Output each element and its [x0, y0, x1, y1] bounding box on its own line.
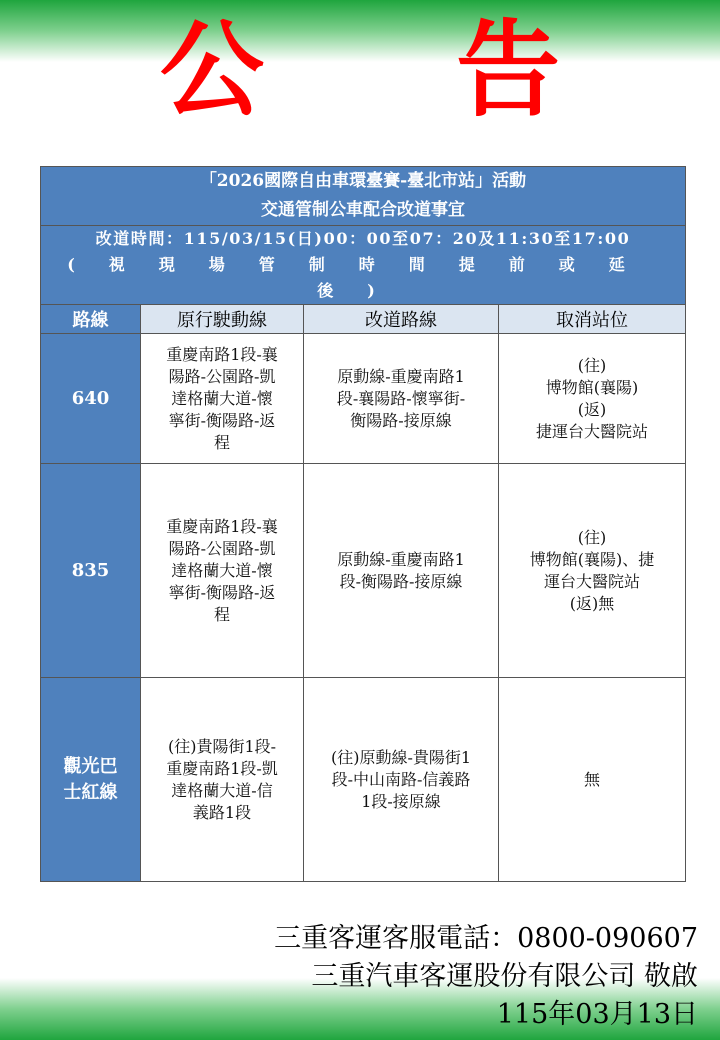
- detour-route-cell: [304, 334, 499, 464]
- table-row-640: [41, 334, 686, 464]
- cell-line: 博物館(襄陽)、捷: [529, 549, 655, 569]
- cell-line: 捷運台大醫院站: [535, 421, 648, 441]
- column-header-route: 路線: [41, 305, 141, 334]
- heading-line-2: 交通管制公車配合改道事宜: [261, 200, 465, 220]
- cell-line: 重慶南路1段-襄: [166, 344, 278, 364]
- cell-line: 達格蘭大道-信: [171, 780, 273, 800]
- notice-date: 115年03月13日: [496, 999, 698, 1030]
- table-row-red-line: [41, 678, 686, 882]
- cell-line: 觀光巴: [63, 755, 118, 777]
- detour-table: [40, 166, 686, 882]
- cell-line: 段-中山南路-信義路: [331, 769, 471, 789]
- cell-line: 衡陽路-接原線: [350, 410, 452, 430]
- original-route-cell: [141, 464, 304, 678]
- cell-line: 寧街-衡陽路-返: [168, 410, 276, 430]
- column-header-row: [41, 305, 686, 334]
- detour-route-cell: [304, 464, 499, 678]
- table-row-835: [41, 464, 686, 678]
- cell-line: 寧街-衡陽路-返: [168, 582, 276, 602]
- notice-title: 公 告: [159, 8, 639, 131]
- route-cell: [41, 678, 141, 882]
- cell-line: 士紅線: [63, 781, 118, 803]
- cell-line: 陽路-公園路-凱: [168, 538, 276, 558]
- cell-line: (往): [577, 527, 607, 547]
- cell-line: 原動線-重慶南路1: [337, 549, 465, 569]
- original-route-cell: [141, 678, 304, 882]
- cell-line: 陽路-公園路-凱: [168, 366, 276, 386]
- cell-line: 原動線-重慶南路1: [337, 366, 465, 386]
- original-route-cell: [141, 334, 304, 464]
- table-heading-row: [41, 167, 686, 226]
- cell-line: 運台大醫院站: [543, 571, 640, 591]
- cell-line: 義路1段: [192, 802, 252, 822]
- cell-line: 博物館(襄陽): [545, 377, 639, 397]
- cancelled-stops-cell: [499, 678, 686, 882]
- route-cell: 835: [41, 464, 141, 678]
- cell-line: 達格蘭大道-懷: [171, 560, 273, 580]
- cell-line: 無: [583, 769, 600, 789]
- route-cell: 640: [41, 334, 141, 464]
- cell-line: (往)貴陽街1段-: [167, 736, 277, 756]
- cell-line: (往): [577, 355, 607, 375]
- cell-line: 段-衡陽路-接原線: [339, 571, 463, 591]
- cell-line: 程: [213, 432, 230, 452]
- cell-line: (往)原動線-貴陽街1: [330, 747, 472, 767]
- cell-line: 1段-接原線: [361, 791, 441, 811]
- heading-line-1: 「2026國際自由車環臺賽-臺北市站」活動: [199, 171, 527, 191]
- cell-line: 段-襄陽路-懷寧街-: [336, 388, 466, 408]
- detour-route-cell: [304, 678, 499, 882]
- column-header-cancelled: 取消站位: [499, 305, 686, 334]
- cell-line: 程: [213, 604, 230, 624]
- cell-line: (返)無: [569, 593, 615, 613]
- customer-service-phone: 三重客運客服電話：0800-090607: [274, 923, 698, 954]
- detour-time-note: (視現場管制時間提前或延後): [67, 255, 659, 300]
- cell-line: 重慶南路1段-襄: [166, 516, 278, 536]
- column-header-original: 原行駛動線: [141, 305, 304, 334]
- detour-time-row: [41, 226, 686, 305]
- cancelled-stops-cell: [499, 334, 686, 464]
- cell-line: 達格蘭大道-懷: [171, 388, 273, 408]
- column-header-detour: 改道路線: [304, 305, 499, 334]
- company-signature: 三重汽車客運股份有限公司 敬啟: [311, 961, 698, 992]
- detour-time: [41, 226, 686, 305]
- detour-time-text: 改道時間：115/03/15(日)00：00至07：20及11:30至17:00: [95, 229, 631, 248]
- cell-line: (返): [577, 399, 607, 419]
- cell-line: 重慶南路1段-凱: [166, 758, 278, 778]
- cancelled-stops-cell: [499, 464, 686, 678]
- table-heading: [41, 167, 686, 226]
